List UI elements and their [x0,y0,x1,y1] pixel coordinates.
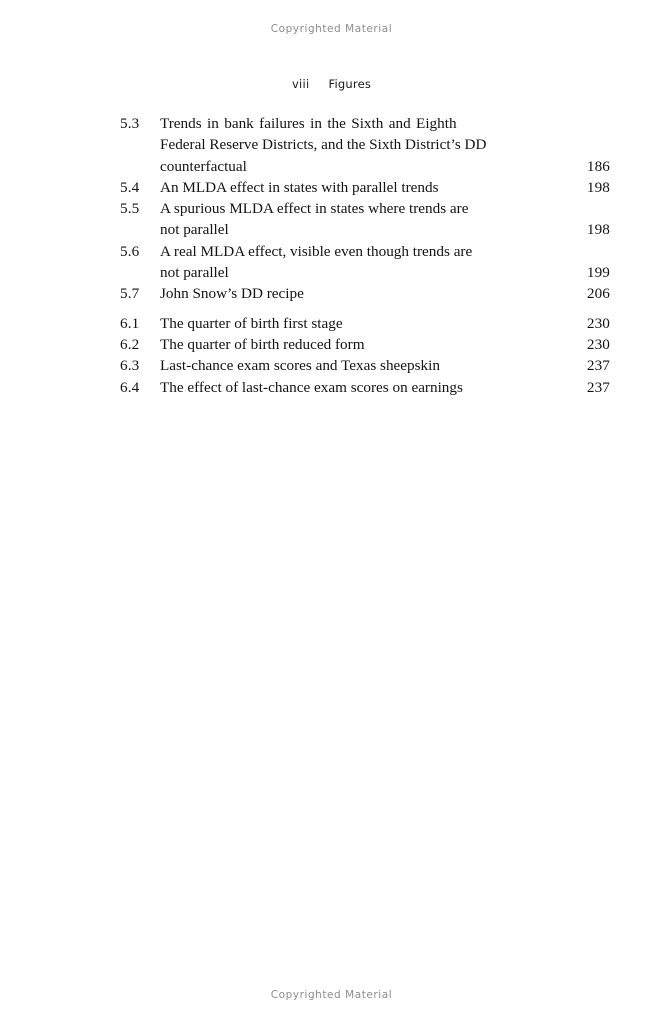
figure-number: 6.1 [120,314,140,332]
figure-title-line: Federal Reserve Districts, and the Sixth District’s DD [160,136,487,154]
figure-entry[interactable] [120,313,610,334]
figure-title [160,283,610,304]
figure-title-line: Last-chance exam scores and Texas sheepskin [160,357,440,375]
figure-page-number: 198 [586,221,610,239]
figure-page-number: 206 [586,285,610,303]
figure-group [120,113,610,305]
figure-title [160,377,610,398]
figure-page-number: 198 [586,178,610,196]
figure-title-line: Trends in bank failures in the Sixth and Eighth [160,115,457,132]
figure-title [160,241,610,284]
figure-title [160,198,610,241]
figure-title-line: counterfactual [160,157,247,175]
figure-page-number: 230 [586,314,610,332]
figure-title [160,334,610,355]
figure-number: 6.4 [120,378,140,396]
figure-entry[interactable] [120,113,610,177]
figure-title [160,355,610,376]
figure-entry[interactable] [120,241,610,284]
figure-title-line: The quarter of birth first stage [160,314,343,332]
figure-entry[interactable] [120,177,610,198]
running-head [0,77,663,91]
figure-page-number: 186 [586,157,610,175]
figure-number: 5.4 [120,178,140,196]
figure-entry[interactable] [120,283,610,304]
figure-entry[interactable] [120,377,610,398]
figure-entry[interactable] [120,198,610,241]
figure-title-line: John Snow’s DD recipe [160,285,304,303]
figure-title-line: not parallel [160,264,229,282]
figure-title-line: A real MLDA effect, visible even though trends are [160,242,473,260]
figure-title-line: The effect of last-chance exam scores on earnings [160,378,463,396]
figure-number: 6.3 [120,357,140,375]
figure-number: 6.2 [120,335,140,353]
figure-entry[interactable] [120,334,610,355]
figure-number: 5.7 [120,285,140,303]
figure-title [160,313,610,334]
figure-title [160,177,610,198]
figure-title-line: not parallel [160,221,229,239]
figure-title-line: A spurious MLDA effect in states where trends are [160,200,469,218]
figure-number: 5.3 [120,115,140,132]
figure-title-line: The quarter of birth reduced form [160,335,365,353]
figure-page-number: 230 [586,335,610,353]
figure-group [120,313,610,398]
figure-title-line: An MLDA effect in states with parallel trends [160,178,439,196]
copyright-watermark-top: Copyrighted Material [270,23,393,35]
figure-page-number: 237 [586,357,610,375]
figure-page-number: 199 [586,264,610,282]
copyright-watermark-bottom: Copyrighted Material [270,989,393,1001]
list-of-figures [120,113,610,398]
figure-page-number: 237 [586,378,610,396]
page-folio: viii [291,77,310,91]
figure-number: 5.5 [120,200,140,218]
figure-entry[interactable] [120,355,610,376]
figure-title [160,113,610,177]
running-head-title: Figures [328,77,372,91]
figure-number: 5.6 [120,242,140,260]
